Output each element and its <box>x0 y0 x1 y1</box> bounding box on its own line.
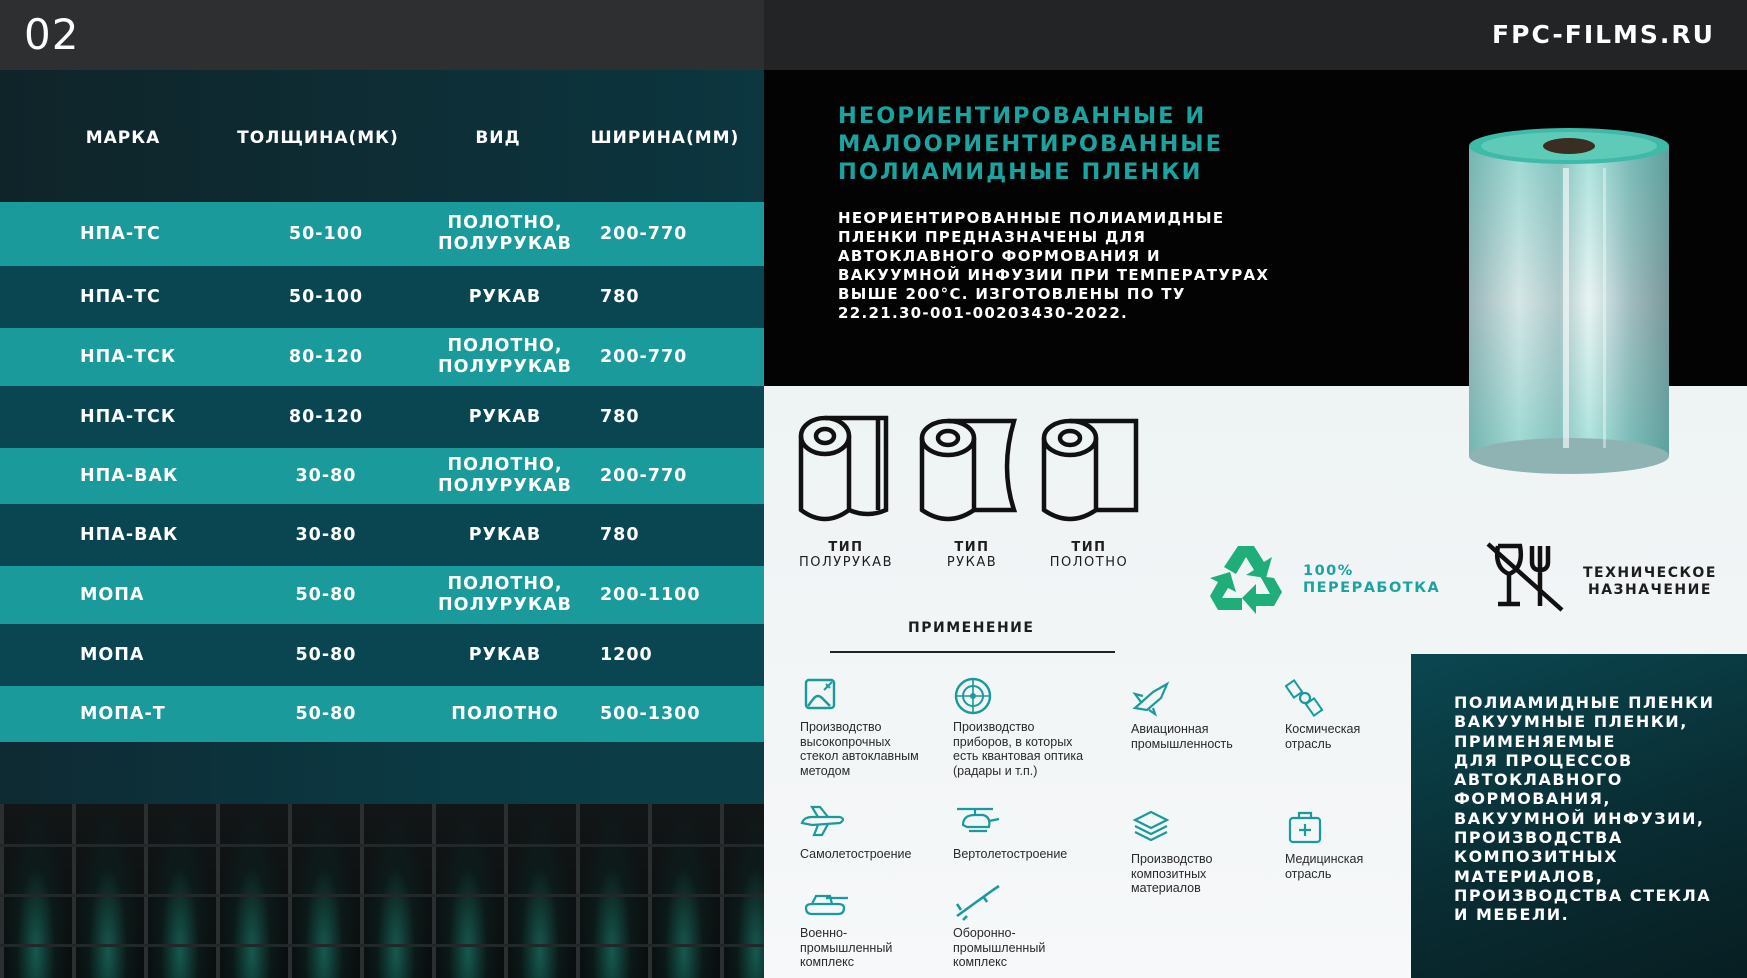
hero-title-line: НЕОРИЕНТИРОВАННЫЕ И <box>838 103 1207 129</box>
application-label-line: промышленный <box>953 940 1046 955</box>
vacuum-text-line: ПРОИЗВОДСТВА <box>1454 828 1623 848</box>
column-header-type: ВИД <box>475 128 521 148</box>
type-label-half-sleeve <box>786 540 906 570</box>
application-label-line: Самолетостроение <box>800 847 912 861</box>
type-label-sleeve <box>912 540 1032 570</box>
application-label-line: промышленность <box>1131 736 1233 751</box>
hero-text-line: 22.21.30-001-00203430-2022. <box>838 304 1129 322</box>
photo-bag-highlight <box>2 804 70 978</box>
type-name: ПОЛУРУКАВ <box>798 555 893 570</box>
table-cell-type: РУКАВ <box>468 286 542 307</box>
table-cell-type: ПОЛОТНО <box>451 703 559 724</box>
application-item <box>800 803 912 861</box>
flat-sheet-roll-icon <box>1040 418 1140 532</box>
film-roll-image <box>1463 128 1675 488</box>
vacuum-text-line: ПОЛИАМИДНЫЕ ПЛЕНКИ <box>1454 693 1715 712</box>
application-label-line: композитных <box>1131 866 1207 881</box>
airplane-icon <box>800 803 850 843</box>
application-label-line: высокопрочных <box>800 734 891 749</box>
medical-kit-icon <box>1285 808 1335 848</box>
type-title: ТИП <box>828 540 864 555</box>
application-label-line: отрасль <box>1285 866 1332 881</box>
photo-rack-shelf <box>0 844 764 847</box>
hero-title-line: МАЛООРИЕНТИРОВАННЫЕ <box>838 131 1223 157</box>
top-bar-left <box>0 0 764 70</box>
table-cell-width: 500-1300 <box>600 703 701 724</box>
table-cell-width: 780 <box>600 286 640 307</box>
application-label-line: стекол автоклавным <box>800 749 919 763</box>
type-name: РУКАВ <box>946 555 998 570</box>
table-row <box>0 202 764 266</box>
application-label <box>953 720 1083 778</box>
vacuum-text-line: АВТОКЛАВНОГО <box>1454 770 1623 790</box>
photo-rack-bar <box>0 804 4 978</box>
application-label-line: комплекс <box>953 955 1008 969</box>
photo-bag-highlight <box>290 804 358 978</box>
vacuum-text-line: И МЕБЕЛИ. <box>1454 905 1570 925</box>
half-sleeve-roll-icon <box>798 414 896 532</box>
recycle-caption: ПЕРЕРАБОТКА <box>1303 580 1441 596</box>
application-label-line: Вертолетостроение <box>953 847 1068 861</box>
hero-text-line: ПЛЕНКИ ПРЕДНАЗНАЧЕНЫ ДЛЯ <box>838 228 1147 246</box>
table-cell-mark: НПА-ТС <box>80 223 161 244</box>
application-label-line: Производство <box>1131 852 1213 866</box>
table-cell-width: 200-770 <box>600 465 688 486</box>
hero-text-line: ВЫШЕ 200°С. ИЗГОТОВЛЕНЫ ПО ТУ <box>838 285 1186 303</box>
table-cell-mark: НПА-ТС <box>80 286 161 307</box>
table-cell-type: ПОЛОТНО, ПОЛУРУКАВ <box>437 213 573 254</box>
application-label-line: Авиационная <box>1131 722 1209 736</box>
fighter-jet-icon <box>1131 678 1181 718</box>
layers-icon <box>1131 808 1181 848</box>
table-cell-mark: НПА-ТСК <box>80 406 177 427</box>
application-label-line: методом <box>800 763 851 778</box>
photo-bag-highlight <box>506 804 574 978</box>
application-label-line: Военно- <box>800 926 848 940</box>
table-cell-mark: МОПА-Т <box>80 703 166 724</box>
application-item <box>1131 678 1233 751</box>
application-divider <box>830 651 1115 653</box>
table-cell-width: 1200 <box>600 644 653 665</box>
table-cell-type: ПОЛОТНО, ПОЛУРУКАВ <box>437 574 573 615</box>
application-item <box>800 882 893 969</box>
table-cell-thickness: 30-80 <box>295 465 357 486</box>
column-header-mark: МАРКА <box>85 128 161 148</box>
slide-number: 02 <box>24 10 80 59</box>
table-row <box>0 624 764 686</box>
technical-purpose-label <box>1583 565 1717 599</box>
table-cell-thickness: 80-120 <box>288 346 364 367</box>
vacuum-text-line: ПРИМЕНЯЕМЫЕ <box>1454 731 1616 751</box>
application-item <box>1285 808 1364 881</box>
hero-title-line: ПОЛИАМИДНЫЕ ПЛЕНКИ <box>838 159 1203 185</box>
application-item <box>953 803 1068 861</box>
table-cell-width: 780 <box>600 524 640 545</box>
column-header-thickness: ТОЛЩИНА(МК) <box>237 128 399 148</box>
photo-rack-bar <box>432 804 436 978</box>
table-cell-type: РУКАВ <box>468 524 542 545</box>
table-cell-thickness: 30-80 <box>295 524 357 545</box>
application-label-line: промышленный <box>800 940 893 955</box>
helicopter-icon <box>953 803 1003 843</box>
table-row <box>0 386 764 448</box>
vacuum-text-line: МАТЕРИАЛОВ, <box>1454 866 1604 886</box>
table-cell-width: 780 <box>600 406 640 427</box>
photo-rack-bar <box>288 804 292 978</box>
hero-text-line: АВТОКЛАВНОГО ФОРМОВАНИЯ И <box>838 247 1161 265</box>
table-cell-mark: МОПА <box>80 644 145 665</box>
hero-title <box>838 102 1298 186</box>
application-label <box>953 847 1067 862</box>
table-cell-width: 200-1100 <box>600 584 701 605</box>
not-food-icon <box>1484 540 1566 614</box>
vacuum-text-line: ПРОИЗВОДСТВА СТЕКЛА <box>1454 885 1712 905</box>
satellite-icon <box>1285 678 1335 718</box>
missile-icon <box>953 882 1003 922</box>
site-link[interactable]: FPC-FILMS.RU <box>1492 20 1715 49</box>
tank-icon <box>800 882 850 922</box>
table-row <box>0 566 764 624</box>
table-cell-mark: НПА-ВАК <box>80 465 179 486</box>
application-title: ПРИМЕНЕНИЕ <box>908 620 1035 636</box>
photo-rack-bar <box>144 804 148 978</box>
table-row <box>0 328 764 386</box>
application-item <box>1131 808 1213 895</box>
photo-rack-bar <box>360 804 364 978</box>
vacuum-films-text <box>1454 693 1744 925</box>
application-label-line: есть квантовая оптика <box>953 749 1084 763</box>
table-cell-type: ПОЛОТНО, ПОЛУРУКАВ <box>437 455 573 496</box>
table-cell-width: 200-770 <box>600 223 688 244</box>
application-label <box>1285 852 1363 881</box>
photo-rack-bar <box>504 804 508 978</box>
application-item <box>800 676 919 778</box>
table-cell-type: ПОЛОТНО, ПОЛУРУКАВ <box>437 336 573 377</box>
application-label <box>800 720 919 778</box>
vacuum-text-line: ДЛЯ ПРОЦЕССОВ <box>1454 750 1633 770</box>
hero-description <box>838 209 1338 323</box>
application-label-line: (радары и т.п.) <box>953 763 1038 778</box>
table-row <box>0 448 764 504</box>
photo-rack-shelf <box>0 894 764 897</box>
application-label-line: Медицинская <box>1285 852 1364 866</box>
vacuum-text-line: ВАКУУМНОЙ ИНФУЗИИ, <box>1454 808 1705 828</box>
photo-bag-highlight <box>218 804 286 978</box>
photo-rack-bar <box>720 804 724 978</box>
table-cell-mark: НПА-ВАК <box>80 524 179 545</box>
recycle-percent: 100% <box>1303 563 1354 579</box>
application-item <box>953 882 1046 969</box>
application-label-line: Производство <box>953 720 1035 734</box>
technical-line: ТЕХНИЧЕСКОЕ <box>1583 565 1717 581</box>
table-cell-thickness: 80-120 <box>288 406 364 427</box>
table-cell-thickness: 50-80 <box>295 703 357 724</box>
vacuum-text-line: ФОРМОВАНИЯ, <box>1454 789 1611 809</box>
recycle-label <box>1303 563 1440 597</box>
table-cell-type: РУКАВ <box>468 406 542 427</box>
table-cell-mark: НПА-ТСК <box>80 346 177 367</box>
table-cell-type: РУКАВ <box>468 644 542 665</box>
type-title: ТИП <box>954 540 990 555</box>
application-label <box>800 847 911 862</box>
table-row <box>0 266 764 328</box>
sleeve-roll-icon <box>918 418 1018 532</box>
application-item <box>953 676 1084 778</box>
table-cell-width: 200-770 <box>600 346 688 367</box>
hero-text-line: НЕОРИЕНТИРОВАННЫЕ ПОЛИАМИДНЫЕ <box>838 209 1225 227</box>
glass-hand-icon <box>800 676 850 716</box>
application-label-line: материалов <box>1131 881 1201 895</box>
vacuum-text-line: ВАКУУМНЫЕ ПЛЕНКИ, <box>1454 712 1688 732</box>
table-row <box>0 504 764 566</box>
application-label <box>800 926 892 970</box>
table-cell-thickness: 50-80 <box>295 584 357 605</box>
vacuum-text-line: КОМПОЗИТНЫХ <box>1454 847 1619 867</box>
application-label-line: Космическая <box>1285 722 1361 736</box>
application-label <box>953 926 1045 970</box>
photo-rack-bar <box>576 804 580 978</box>
table-row <box>0 686 764 742</box>
application-label <box>1131 852 1213 896</box>
application-label-line: Производство <box>800 720 882 734</box>
application-label-line: комплекс <box>800 955 855 969</box>
column-header-width: ШИРИНА(ММ) <box>590 128 740 148</box>
photo-bag-highlight <box>74 804 142 978</box>
type-label-flat-sheet <box>1029 540 1149 570</box>
radar-icon <box>953 676 1003 716</box>
table-cell-thickness: 50-80 <box>295 644 357 665</box>
hero-text-line: ВАКУУМНОЙ ИНФУЗИИ ПРИ ТЕМПЕРАТУРАХ <box>838 266 1270 284</box>
application-label-line: приборов, в которых <box>953 734 1073 749</box>
photo-bag-highlight <box>578 804 646 978</box>
table-cell-mark: МОПА <box>80 584 145 605</box>
table-cell-thickness: 50-100 <box>288 223 364 244</box>
table-cell-thickness: 50-100 <box>288 286 364 307</box>
recycle-icon <box>1208 542 1284 616</box>
technical-line: НАЗНАЧЕНИЕ <box>1587 582 1712 598</box>
photo-rack-bar <box>216 804 220 978</box>
photo-rack-bar <box>72 804 76 978</box>
application-label <box>1131 722 1233 751</box>
type-title: ТИП <box>1071 540 1107 555</box>
photo-rack-shelf <box>0 944 764 947</box>
application-label-line: отрасль <box>1285 736 1332 751</box>
photo-bag-highlight <box>146 804 214 978</box>
application-label <box>1285 722 1360 751</box>
photo-bag-highlight <box>434 804 502 978</box>
type-name: ПОЛОТНО <box>1049 555 1129 570</box>
application-label-line: Оборонно- <box>953 926 1016 940</box>
vacuum-bags-photo <box>0 804 764 978</box>
photo-bag-highlight <box>650 804 718 978</box>
photo-rack-bar <box>648 804 652 978</box>
application-item <box>1285 678 1361 751</box>
photo-bag-highlight <box>722 804 764 978</box>
photo-bag-highlight <box>362 804 430 978</box>
